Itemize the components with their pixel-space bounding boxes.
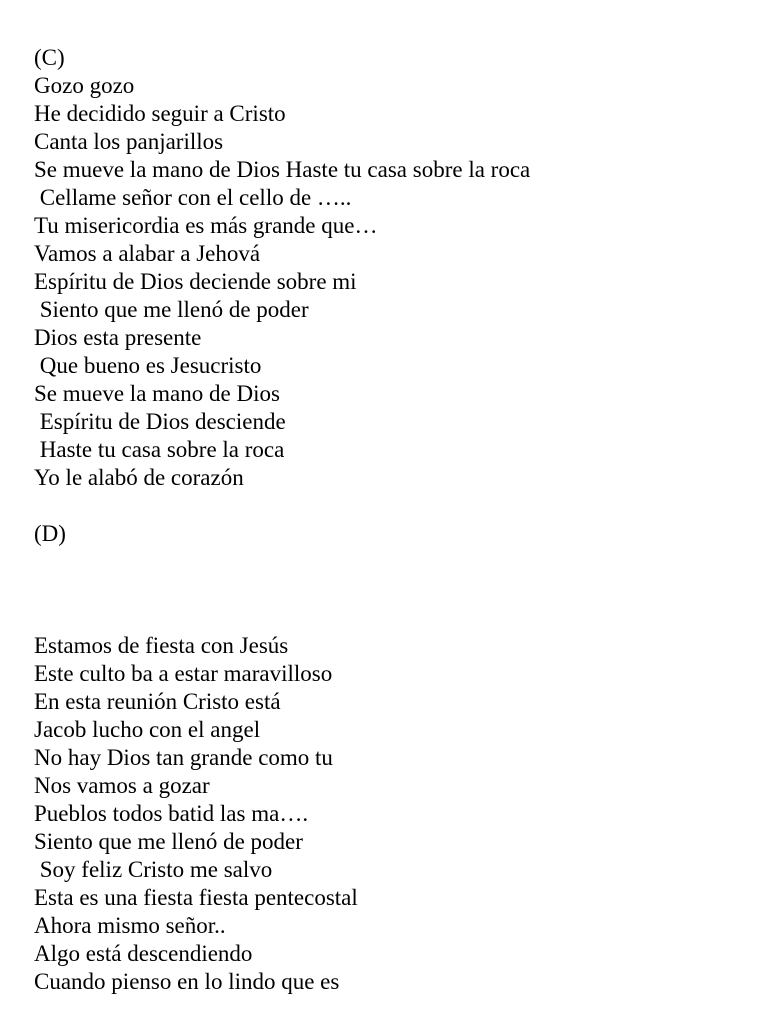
- document-page: [34, 44, 734, 996]
- song-line: Algo está descendiendo: [34, 941, 253, 966]
- song-line: Este culto ba a estar maravilloso: [34, 661, 333, 686]
- song-line: Siento que me llenó de poder: [34, 829, 303, 854]
- song-line: Soy feliz Cristo me salvo: [34, 857, 273, 882]
- song-line: Cuando pienso en lo lindo que es: [34, 969, 340, 994]
- song-line: Cellame señor con el cello de …..: [34, 185, 352, 210]
- song-line: Dios esta presente: [34, 325, 202, 350]
- song-line: He decidido seguir a Cristo: [34, 101, 286, 126]
- song-line: Siento que me llenó de poder: [34, 297, 309, 322]
- blank-line: [34, 492, 734, 520]
- song-line: Canta los panjarillos: [34, 129, 224, 154]
- song-line: Nos vamos a gozar: [34, 773, 210, 798]
- song-line: Haste tu casa sobre la roca: [34, 437, 285, 462]
- section-c-heading: (C): [34, 45, 65, 70]
- song-line: Gozo gozo: [34, 73, 135, 98]
- song-line: No hay Dios tan grande como tu: [34, 745, 333, 770]
- section-d: [34, 520, 734, 996]
- song-line: Espíritu de Dios desciende: [34, 409, 286, 434]
- song-line: Tu misericordia es más grande que…: [34, 213, 378, 238]
- blank-space: [34, 548, 734, 632]
- song-line: Se mueve la mano de Dios Haste tu casa sobre la roca: [34, 157, 531, 182]
- song-line: Que bueno es Jesucristo: [34, 353, 262, 378]
- song-line: En esta reunión Cristo está: [34, 689, 281, 714]
- song-line: Estamos de fiesta con Jesús: [34, 633, 289, 658]
- song-line: Pueblos todos batid las ma….: [34, 801, 309, 826]
- song-line: Ahora mismo señor..: [34, 913, 226, 938]
- song-line: Vamos a alabar a Jehová: [34, 241, 261, 266]
- song-line: Jacob lucho con el angel: [34, 717, 261, 742]
- song-line: Esta es una fiesta fiesta pentecostal: [34, 885, 358, 910]
- section-d-heading: (D): [34, 521, 66, 546]
- section-c: [34, 44, 734, 492]
- song-line: Espíritu de Dios deciende sobre mi: [34, 269, 357, 294]
- song-line: Se mueve la mano de Dios: [34, 381, 280, 406]
- song-line: Yo le alabó de corazón: [34, 465, 244, 490]
